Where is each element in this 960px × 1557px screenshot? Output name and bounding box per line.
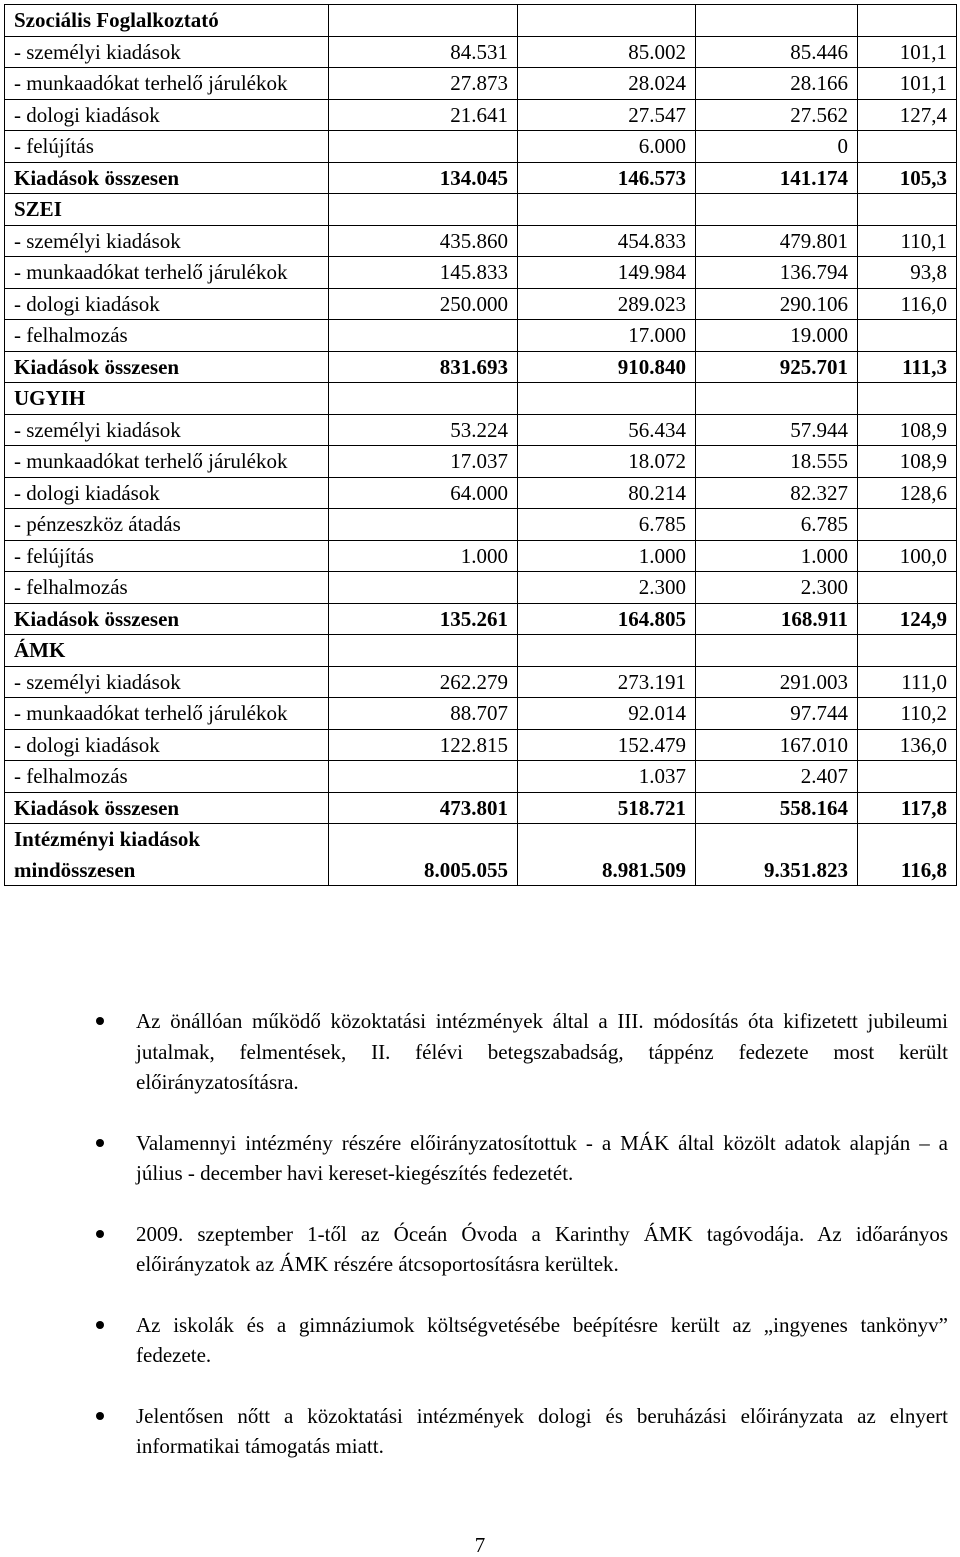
- value-cell: [858, 635, 957, 667]
- value-cell: 273.191: [518, 666, 696, 698]
- value-cell: 1.037: [518, 761, 696, 793]
- value-cell: 85.002: [518, 36, 696, 68]
- value-cell: 145.833: [329, 257, 518, 289]
- value-cell: 80.214: [518, 477, 696, 509]
- value-cell: [518, 635, 696, 667]
- value-cell: 117,8: [858, 792, 957, 824]
- value-cell: 27.873: [329, 68, 518, 100]
- notes-list: [96, 1006, 948, 1492]
- value-cell: 17.000: [518, 320, 696, 352]
- row-label: Kiadások összesen: [5, 603, 329, 635]
- value-cell: 164.805: [518, 603, 696, 635]
- value-cell: 100,0: [858, 540, 957, 572]
- budget-table: [4, 4, 957, 886]
- table-body: [5, 5, 957, 886]
- value-cell: 27.547: [518, 99, 696, 131]
- value-cell: 141.174: [696, 162, 858, 194]
- value-cell: 262.279: [329, 666, 518, 698]
- value-cell: [329, 5, 518, 37]
- value-cell: [858, 320, 957, 352]
- value-cell: 289.023: [518, 288, 696, 320]
- value-cell: [329, 635, 518, 667]
- value-cell: 0: [696, 131, 858, 163]
- value-cell: 110,1: [858, 225, 957, 257]
- table-row: [5, 729, 957, 761]
- value-cell: [329, 131, 518, 163]
- value-cell: 8.981.509: [518, 824, 696, 886]
- row-label: - felújítás: [5, 131, 329, 163]
- value-cell: [858, 383, 957, 415]
- note-item: [96, 1219, 948, 1280]
- table-row: [5, 225, 957, 257]
- value-cell: [329, 383, 518, 415]
- value-cell: 146.573: [518, 162, 696, 194]
- row-label: - dologi kiadások: [5, 99, 329, 131]
- value-cell: 168.911: [696, 603, 858, 635]
- table-row: [5, 68, 957, 100]
- value-cell: 9.351.823: [696, 824, 858, 886]
- value-cell: [858, 5, 957, 37]
- value-cell: 167.010: [696, 729, 858, 761]
- value-cell: 435.860: [329, 225, 518, 257]
- value-cell: 122.815: [329, 729, 518, 761]
- row-label: Kiadások összesen: [5, 162, 329, 194]
- section-header-row: [5, 383, 957, 415]
- value-cell: 85.446: [696, 36, 858, 68]
- value-cell: [696, 635, 858, 667]
- value-cell: [696, 383, 858, 415]
- value-cell: [518, 5, 696, 37]
- bullet-icon: [96, 1017, 104, 1025]
- value-cell: 111,3: [858, 351, 957, 383]
- table-row: [5, 509, 957, 541]
- value-cell: 136,0: [858, 729, 957, 761]
- value-cell: 101,1: [858, 68, 957, 100]
- value-cell: 152.479: [518, 729, 696, 761]
- row-label: - személyi kiadások: [5, 225, 329, 257]
- value-cell: 116,8: [858, 824, 957, 886]
- table-row: [5, 36, 957, 68]
- value-cell: 479.801: [696, 225, 858, 257]
- value-cell: 250.000: [329, 288, 518, 320]
- value-cell: 27.562: [696, 99, 858, 131]
- value-cell: 2.300: [518, 572, 696, 604]
- bullet-icon: [96, 1230, 104, 1238]
- value-cell: 21.641: [329, 99, 518, 131]
- row-label: - felhalmozás: [5, 761, 329, 793]
- table-row: [5, 257, 957, 289]
- row-label: Szociális Foglalkoztató: [5, 5, 329, 37]
- value-cell: 108,9: [858, 446, 957, 478]
- section-header-row: [5, 635, 957, 667]
- value-cell: 97.744: [696, 698, 858, 730]
- row-label: - munkaadókat terhelő járulékok: [5, 68, 329, 100]
- row-label: - munkaadókat terhelő járulékok: [5, 257, 329, 289]
- row-label: - felhalmozás: [5, 572, 329, 604]
- total-row: [5, 162, 957, 194]
- note-text: Az önállóan működő közoktatási intézmények által a III. módosítás óta kifizetett jubileumi jutalmak, felmentések, II. félévi betegszabadság, táppénz fedezete most került előirányzatosításra.: [136, 1009, 948, 1094]
- value-cell: [329, 509, 518, 541]
- total-row: [5, 603, 957, 635]
- value-cell: 28.024: [518, 68, 696, 100]
- value-cell: 6.785: [518, 509, 696, 541]
- value-cell: [858, 194, 957, 226]
- note-text: Jelentősen nőtt a közoktatási intézmények dologi és beruházási előirányzata az elnyert informatikai támogatás miatt.: [136, 1403, 948, 1458]
- value-cell: 291.003: [696, 666, 858, 698]
- table-row: [5, 540, 957, 572]
- table-row: [5, 288, 957, 320]
- value-cell: 1.000: [518, 540, 696, 572]
- section-header-row: [5, 194, 957, 226]
- row-label: - személyi kiadások: [5, 666, 329, 698]
- value-cell: 108,9: [858, 414, 957, 446]
- total-row: [5, 824, 957, 886]
- value-cell: 134.045: [329, 162, 518, 194]
- value-cell: 28.166: [696, 68, 858, 100]
- row-label: - személyi kiadások: [5, 36, 329, 68]
- table-row: [5, 320, 957, 352]
- value-cell: 57.944: [696, 414, 858, 446]
- table-row: [5, 131, 957, 163]
- value-cell: [858, 509, 957, 541]
- row-label: - munkaadókat terhelő járulékok: [5, 698, 329, 730]
- value-cell: 19.000: [696, 320, 858, 352]
- table-row: [5, 761, 957, 793]
- value-cell: 127,4: [858, 99, 957, 131]
- value-cell: 290.106: [696, 288, 858, 320]
- table-row: [5, 477, 957, 509]
- value-cell: 135.261: [329, 603, 518, 635]
- value-cell: 82.327: [696, 477, 858, 509]
- value-cell: 925.701: [696, 351, 858, 383]
- row-label: - dologi kiadások: [5, 477, 329, 509]
- value-cell: 111,0: [858, 666, 957, 698]
- value-cell: [518, 194, 696, 226]
- table-row: [5, 99, 957, 131]
- value-cell: [329, 761, 518, 793]
- table-row: [5, 414, 957, 446]
- value-cell: 128,6: [858, 477, 957, 509]
- note-text: Az iskolák és a gimnáziumok költségvetésébe beépítésre került az „ingyenes tankönyv” fedezete.: [136, 1312, 948, 1367]
- row-label: - pénzeszköz átadás: [5, 509, 329, 541]
- value-cell: 1.000: [696, 540, 858, 572]
- value-cell: 18.072: [518, 446, 696, 478]
- value-cell: 101,1: [858, 36, 957, 68]
- value-cell: [329, 194, 518, 226]
- value-cell: 56.434: [518, 414, 696, 446]
- row-label: - személyi kiadások: [5, 414, 329, 446]
- value-cell: 105,3: [858, 162, 957, 194]
- table-row: [5, 446, 957, 478]
- row-label: - dologi kiadások: [5, 288, 329, 320]
- value-cell: [329, 572, 518, 604]
- value-cell: [329, 320, 518, 352]
- value-cell: [696, 5, 858, 37]
- row-label: Intézményi kiadások mindösszesen: [5, 824, 329, 886]
- value-cell: 558.164: [696, 792, 858, 824]
- value-cell: [858, 131, 957, 163]
- row-label: Kiadások összesen: [5, 351, 329, 383]
- value-cell: 910.840: [518, 351, 696, 383]
- value-cell: [858, 572, 957, 604]
- row-label: ÁMK: [5, 635, 329, 667]
- value-cell: 93,8: [858, 257, 957, 289]
- total-row: [5, 792, 957, 824]
- value-cell: 831.693: [329, 351, 518, 383]
- value-cell: 92.014: [518, 698, 696, 730]
- value-cell: 518.721: [518, 792, 696, 824]
- value-cell: 8.005.055: [329, 824, 518, 886]
- value-cell: 149.984: [518, 257, 696, 289]
- value-cell: 6.000: [518, 131, 696, 163]
- row-label: UGYIH: [5, 383, 329, 415]
- table-row: [5, 698, 957, 730]
- note-item: [96, 1006, 948, 1098]
- value-cell: 1.000: [329, 540, 518, 572]
- bullet-icon: [96, 1139, 104, 1147]
- note-item: [96, 1401, 948, 1462]
- note-item: [96, 1128, 948, 1189]
- note-text: Valamennyi intézmény részére előirányzatosítottuk - a MÁK által közölt adatok alapján – a július - december havi kereset-kiegészítés fedezetét.: [136, 1130, 948, 1185]
- value-cell: 2.300: [696, 572, 858, 604]
- total-row: [5, 351, 957, 383]
- row-label: - felújítás: [5, 540, 329, 572]
- value-cell: 110,2: [858, 698, 957, 730]
- value-cell: 53.224: [329, 414, 518, 446]
- table-row: [5, 572, 957, 604]
- value-cell: 84.531: [329, 36, 518, 68]
- value-cell: 18.555: [696, 446, 858, 478]
- row-label: - munkaadókat terhelő járulékok: [5, 446, 329, 478]
- value-cell: 136.794: [696, 257, 858, 289]
- value-cell: [858, 761, 957, 793]
- value-cell: 473.801: [329, 792, 518, 824]
- value-cell: 6.785: [696, 509, 858, 541]
- value-cell: 124,9: [858, 603, 957, 635]
- row-label: Kiadások összesen: [5, 792, 329, 824]
- table-row: [5, 666, 957, 698]
- bullet-icon: [96, 1321, 104, 1329]
- row-label: SZEI: [5, 194, 329, 226]
- section-header-row: [5, 5, 957, 37]
- value-cell: 64.000: [329, 477, 518, 509]
- row-label: - felhalmozás: [5, 320, 329, 352]
- value-cell: 454.833: [518, 225, 696, 257]
- value-cell: 2.407: [696, 761, 858, 793]
- row-label: - dologi kiadások: [5, 729, 329, 761]
- note-text: 2009. szeptember 1-től az Óceán Óvoda a Karinthy ÁMK tagóvodája. Az időarányos előirányzatok az ÁMK részére átcsoportosításra kerültek.: [136, 1221, 948, 1276]
- page-number: 7: [474, 1533, 486, 1557]
- value-cell: 17.037: [329, 446, 518, 478]
- bullet-icon: [96, 1412, 104, 1420]
- value-cell: [696, 194, 858, 226]
- value-cell: [518, 383, 696, 415]
- value-cell: 116,0: [858, 288, 957, 320]
- value-cell: 88.707: [329, 698, 518, 730]
- note-item: [96, 1310, 948, 1371]
